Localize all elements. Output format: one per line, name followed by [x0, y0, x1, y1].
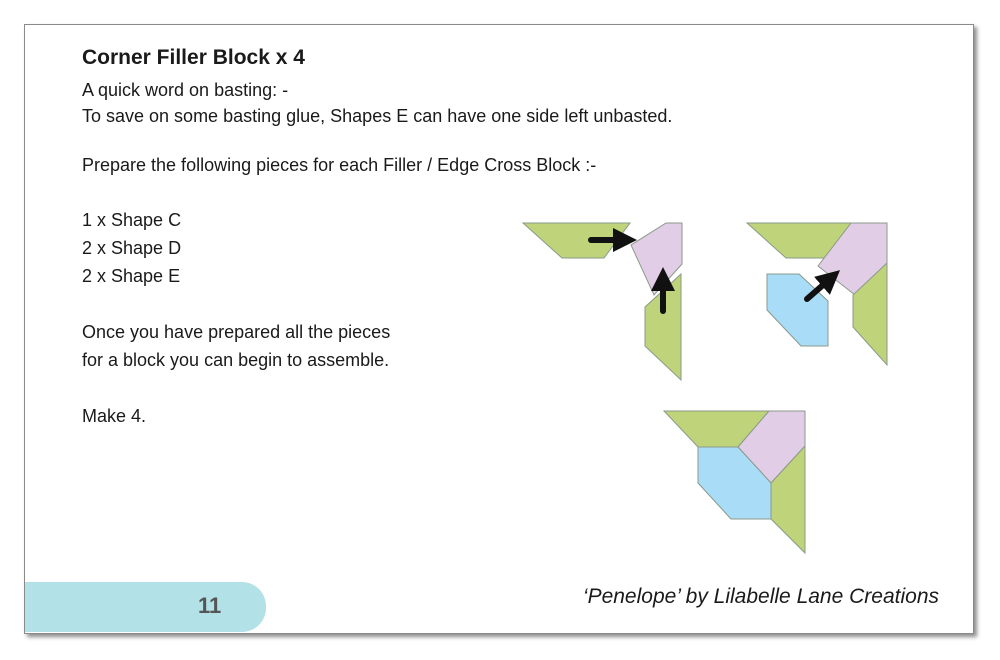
document-page [24, 24, 974, 634]
diagram-step-2 [747, 223, 887, 365]
assemble-line-1: Once you have prepared all the pieces [82, 322, 391, 342]
piece-shape-e: 2 x Shape E [82, 266, 181, 286]
footer-credit: ‘Penelope’ by Lilabelle Lane Creations [582, 585, 939, 608]
diagram-completed [664, 411, 805, 553]
make-count: Make 4. [82, 406, 147, 426]
intro-line-2: To save on some basting glue, Shapes E can have one side left unbasted. [82, 106, 673, 126]
diagram-step-1 [523, 223, 682, 380]
piece-shape-c: 1 x Shape C [82, 210, 182, 230]
intro-line-1: A quick word on basting: - [82, 80, 289, 100]
page-number: 11 [198, 593, 222, 618]
assembly-diagrams [25, 25, 974, 634]
piece-shape-d: 2 x Shape D [82, 238, 182, 258]
page-number-tab [24, 582, 266, 632]
assemble-line-2: for a block you can begin to assemble. [82, 350, 390, 370]
prepare-instruction: Prepare the following pieces for each Filler / Edge Cross Block :- [82, 155, 597, 175]
page-title: Corner Filler Block x 4 [82, 46, 305, 69]
